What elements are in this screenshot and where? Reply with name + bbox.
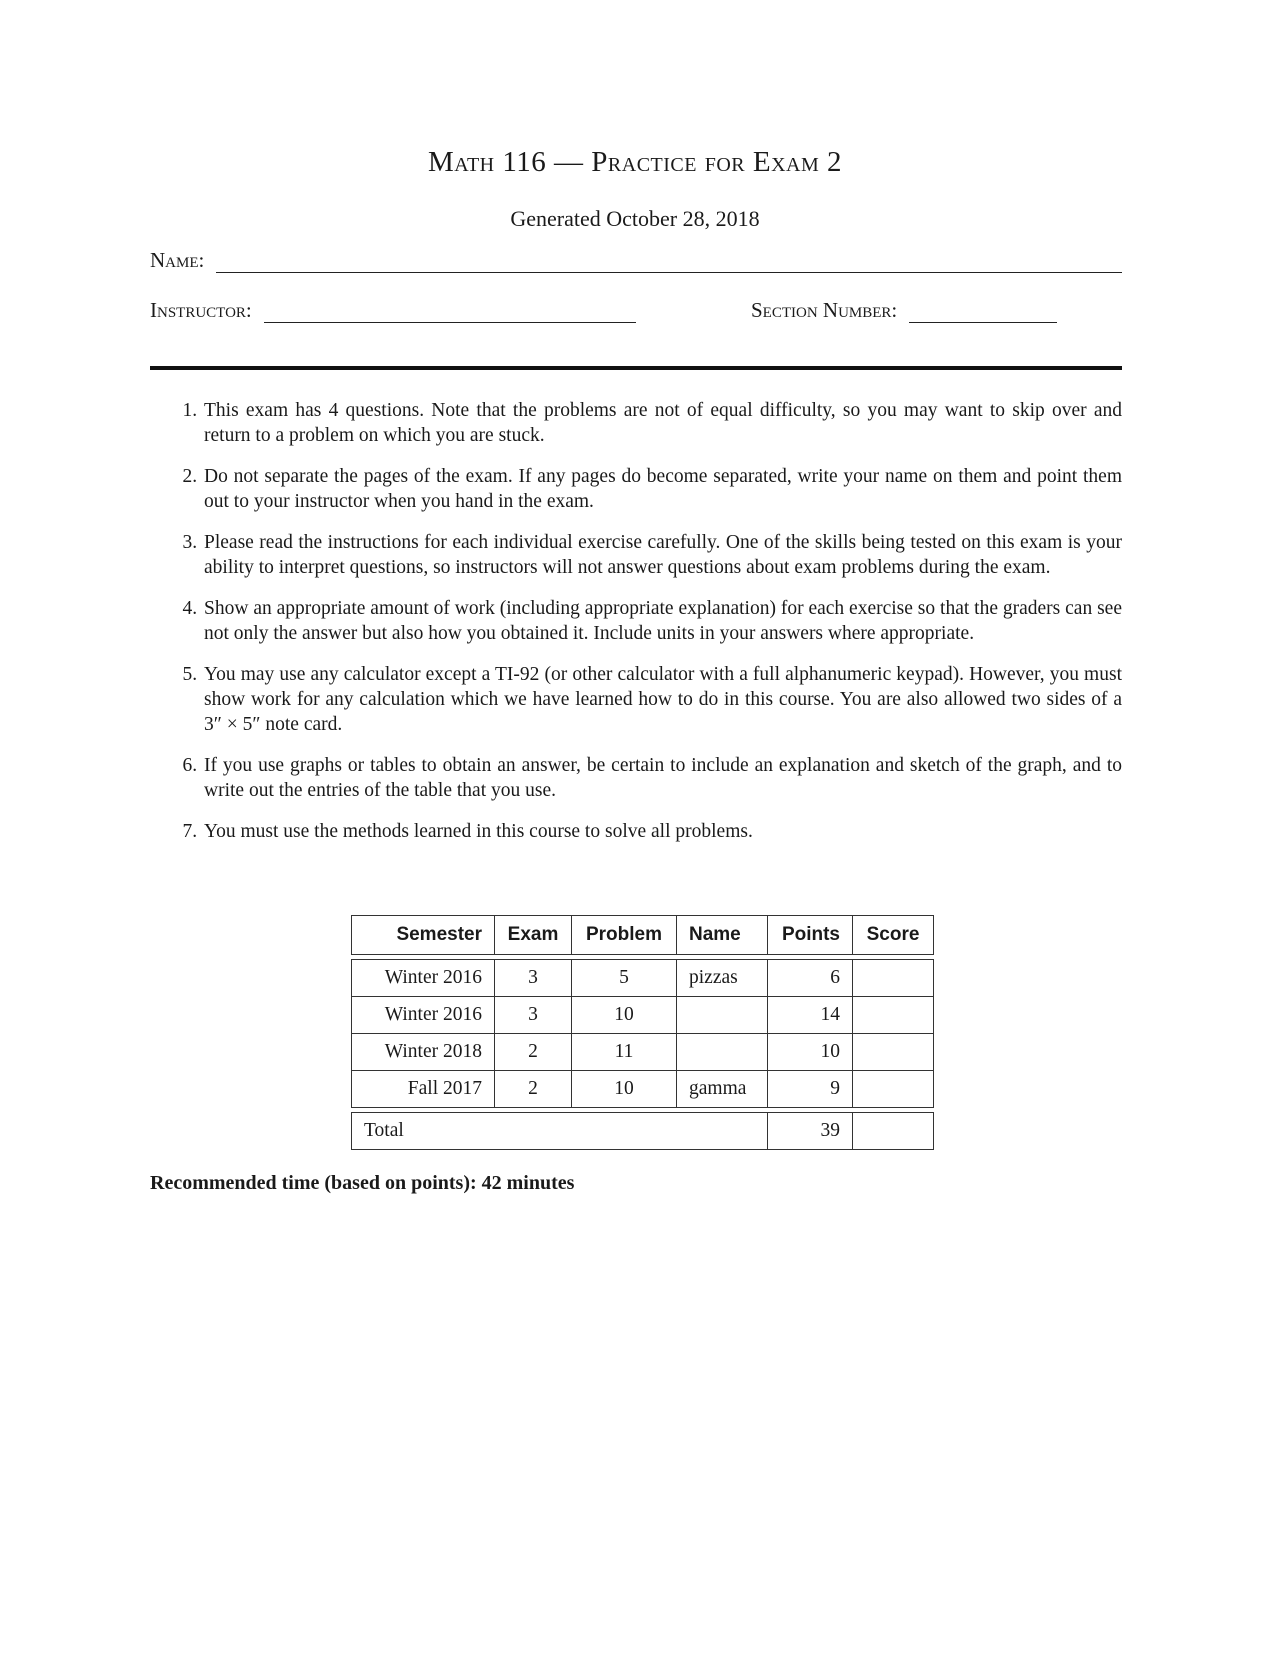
- cell-problem: 5: [572, 959, 677, 997]
- cell-problem: 10: [572, 997, 677, 1034]
- col-name: Name: [677, 915, 768, 955]
- cell-points: 9: [768, 1071, 853, 1108]
- cell-score[interactable]: [853, 959, 934, 997]
- instruction-item: 4. Show an appropriate amount of work (including appropriate explanation) for each exercise so that the graders can see not only the answer but also how you obtained it. Include units in your answers where appropriate.: [202, 596, 1122, 646]
- total-label: Total: [351, 1112, 768, 1150]
- table-header-row: [351, 915, 934, 955]
- instruction-item: 6. If you use graphs or tables to obtain an answer, be certain to include an explanation and sketch of the graph, and to write out the entries of the table that you use.: [202, 753, 1122, 803]
- cell-exam: 2: [495, 1071, 572, 1108]
- instructor-blank[interactable]: [264, 302, 636, 323]
- section-blank[interactable]: [909, 302, 1057, 323]
- score-table: [351, 915, 934, 1150]
- cell-points: 14: [768, 997, 853, 1034]
- cell-score[interactable]: [853, 1034, 934, 1071]
- cell-points: 6: [768, 959, 853, 997]
- table-row: [351, 1071, 934, 1108]
- table-row: [351, 997, 934, 1034]
- cell-score[interactable]: [853, 1071, 934, 1108]
- cell-exam: 3: [495, 959, 572, 997]
- section-label: Section Number:: [751, 298, 898, 322]
- instruction-item: 1. This exam has 4 questions. Note that the problems are not of equal difficulty, so you may want to skip over and return to a problem on which you are stuck.: [202, 398, 1122, 448]
- cell-exam: 2: [495, 1034, 572, 1071]
- instructor-field: [150, 298, 636, 323]
- col-exam: Exam: [495, 915, 572, 955]
- cell-score[interactable]: [853, 997, 934, 1034]
- cell-name: pizzas: [677, 959, 768, 997]
- total-score[interactable]: [853, 1112, 934, 1150]
- cell-name: [677, 997, 768, 1034]
- total-row: [351, 1112, 934, 1150]
- divider-rule: [150, 366, 1122, 370]
- col-points: Points: [768, 915, 853, 955]
- name-blank[interactable]: [216, 252, 1122, 273]
- generated-date: Generated October 28, 2018: [510, 206, 760, 231]
- cell-name: [677, 1034, 768, 1071]
- col-problem: Problem: [572, 915, 677, 955]
- cell-name: gamma: [677, 1071, 768, 1108]
- instruction-item: 7. You must use the methods learned in this course to solve all problems.: [202, 819, 1122, 844]
- total-points: 39: [768, 1112, 853, 1150]
- instruction-item: 5. You may use any calculator except a TI-92 (or other calculator with a full alphanumeric keypad). However, you must show work for any calculation which we have learned how to do in this course. You are also allowed two sides of a 3″ × 5″ note card.: [202, 662, 1122, 737]
- cell-semester: Winter 2018: [351, 1034, 495, 1071]
- col-score: Score: [853, 915, 934, 955]
- recommended-time: Recommended time (based on points): 42 minutes: [150, 1172, 575, 1194]
- instruction-item: 3. Please read the instructions for each individual exercise carefully. One of the skills being tested on this exam is your ability to interpret questions, so instructors will not answer questions about exam problems during the exam.: [202, 530, 1122, 580]
- exam-title: Math 116 — Practice for Exam 2: [427, 146, 843, 178]
- cell-semester: Fall 2017: [351, 1071, 495, 1108]
- col-semester: Semester: [351, 915, 495, 955]
- instructor-label: Instructor:: [150, 298, 252, 322]
- table-row: [351, 959, 934, 997]
- cell-points: 10: [768, 1034, 853, 1071]
- name-field: [150, 248, 1122, 273]
- instructions-list: [150, 398, 1122, 860]
- cell-problem: 11: [572, 1034, 677, 1071]
- cell-exam: 3: [495, 997, 572, 1034]
- table-row: [351, 1034, 934, 1071]
- cell-semester: Winter 2016: [351, 959, 495, 997]
- name-label: Name:: [150, 248, 205, 272]
- cell-semester: Winter 2016: [351, 997, 495, 1034]
- instruction-item: 2. Do not separate the pages of the exam. If any pages do become separated, write your name on them and point them out to your instructor when you hand in the exam.: [202, 464, 1122, 514]
- cell-problem: 10: [572, 1071, 677, 1108]
- section-field: [751, 298, 1057, 323]
